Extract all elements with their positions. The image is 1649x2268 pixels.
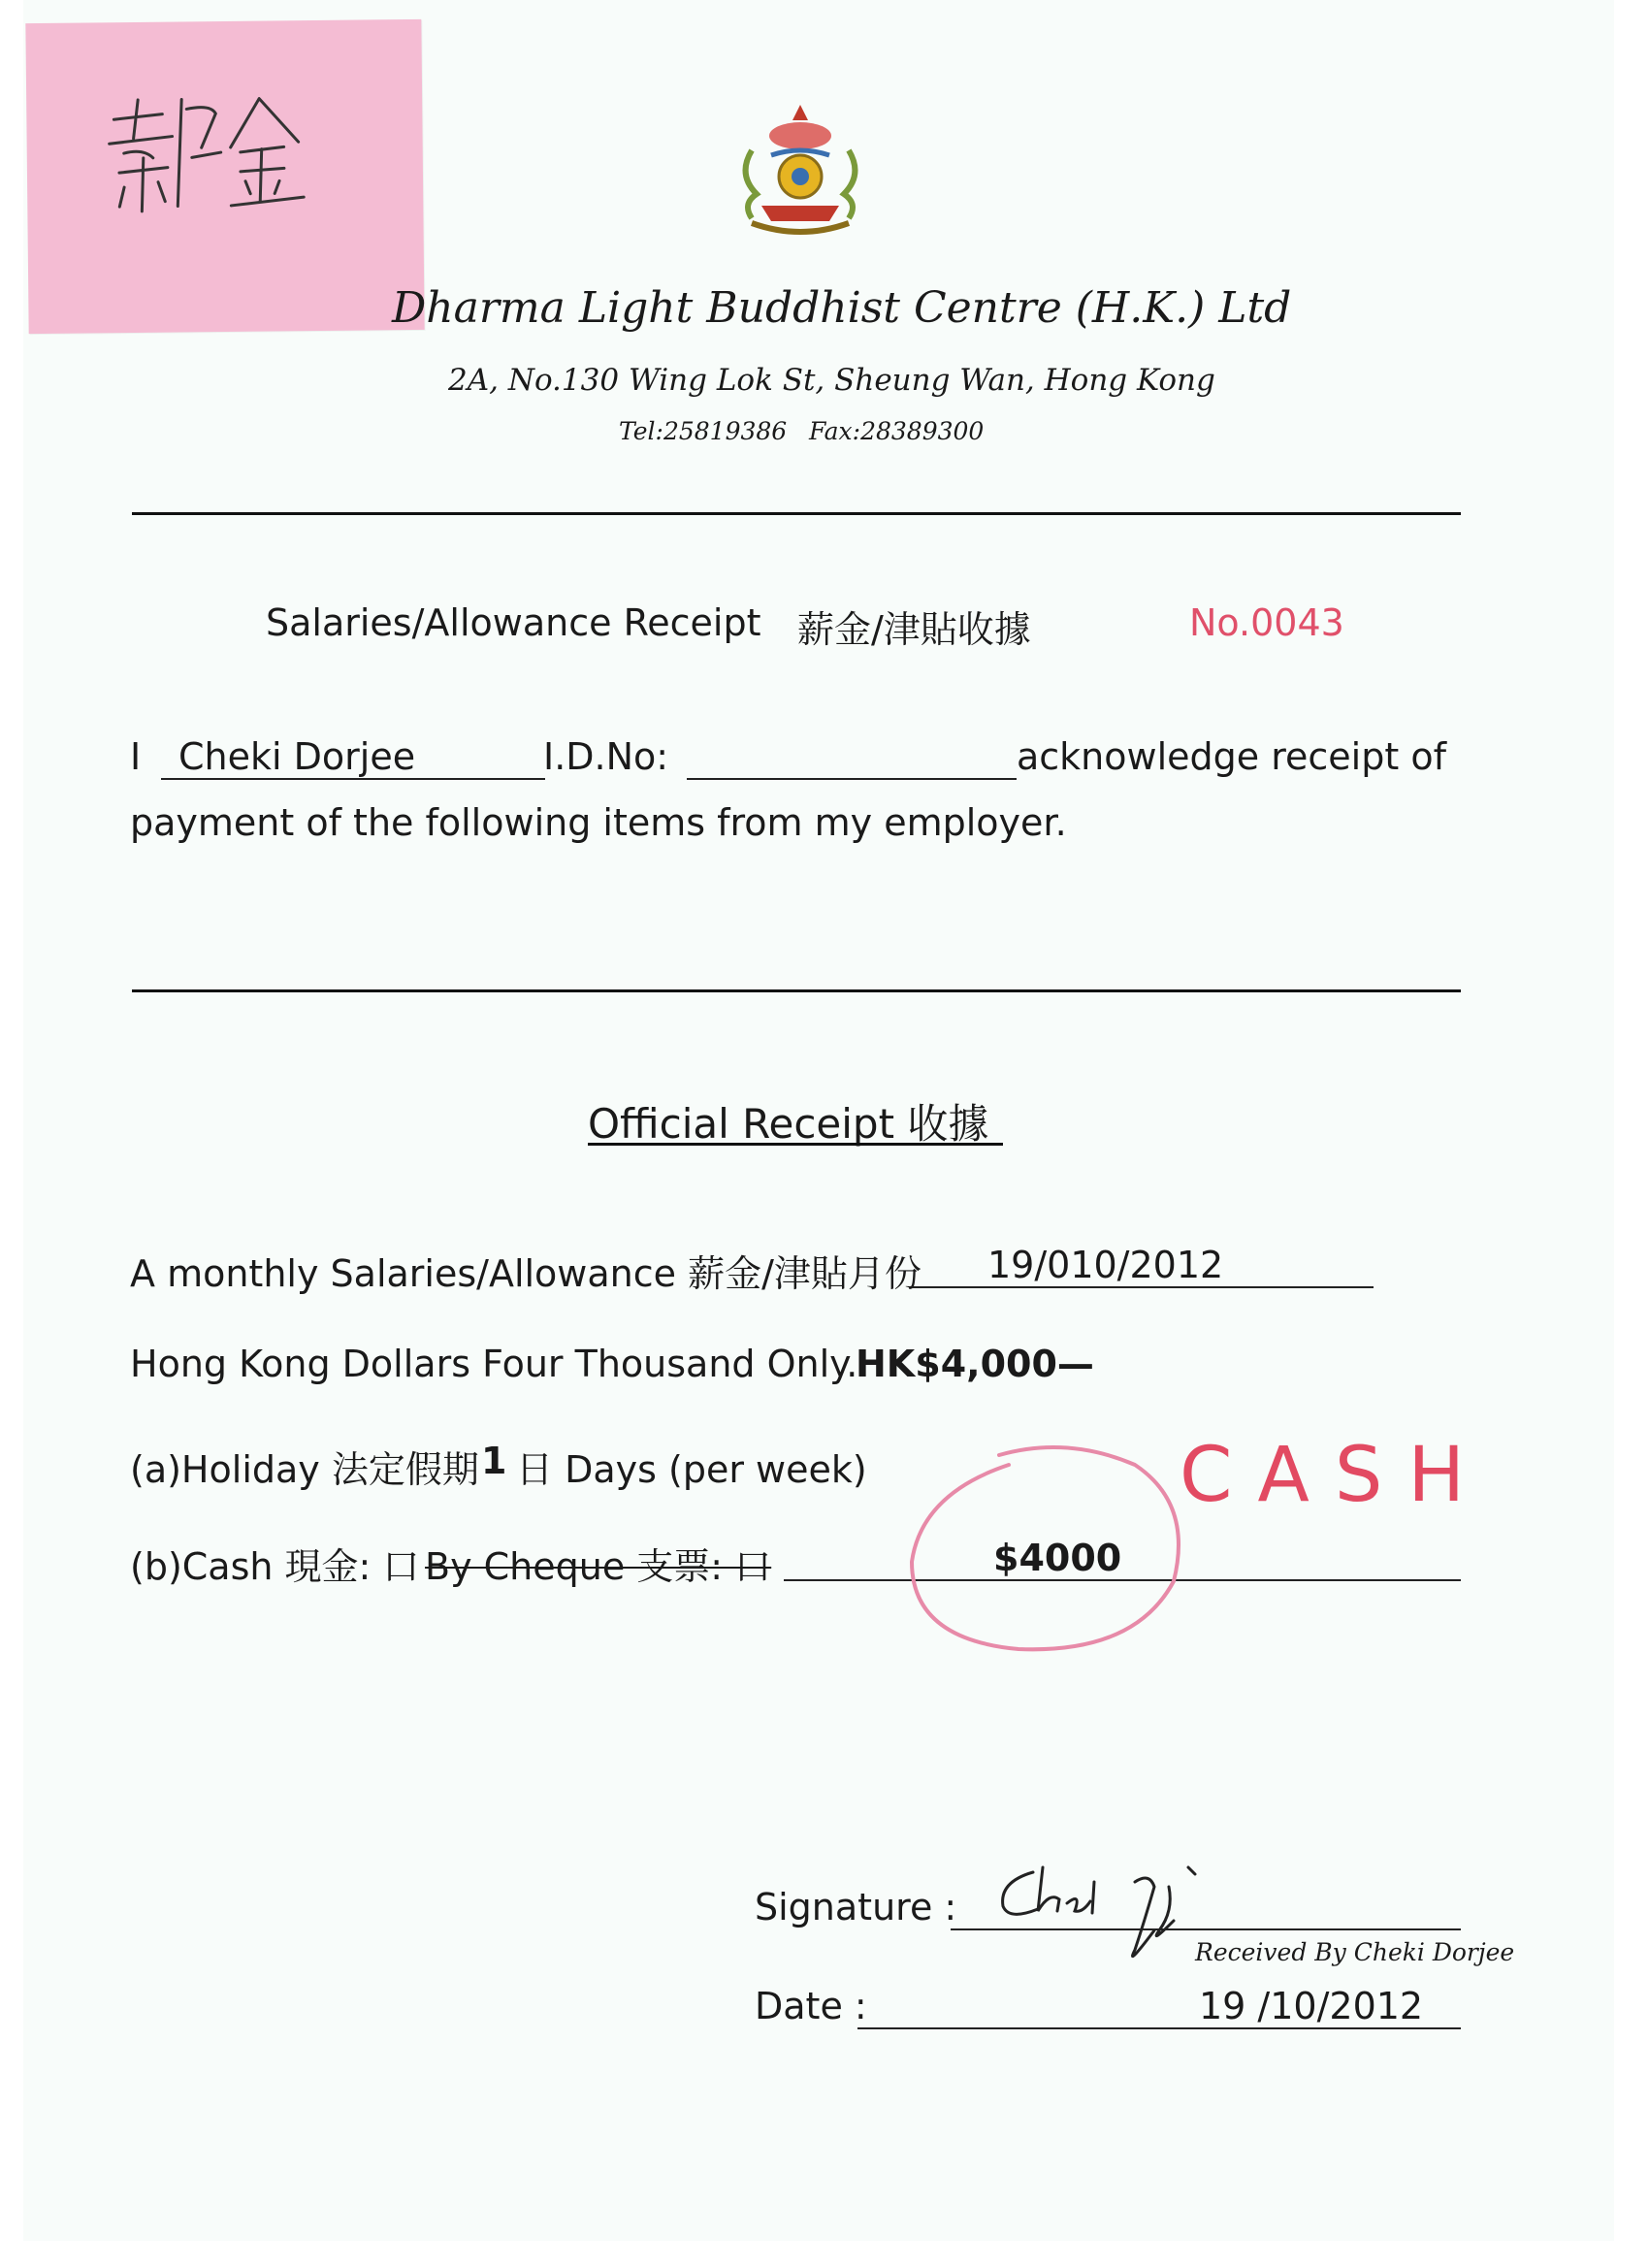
section-divider — [132, 989, 1461, 992]
date-label: Date : — [755, 1985, 867, 2027]
sticky-note — [25, 19, 424, 334]
date-line — [857, 2027, 1461, 2029]
payee-name: Cheki Dorjee — [178, 735, 416, 778]
monthly-value-line — [912, 1286, 1374, 1288]
ack-line2: payment of the following items from my employer. — [130, 801, 1067, 844]
holiday-suffix: 日 Days (per week) — [516, 1448, 867, 1491]
received-by: Received By Cheki Dorjee — [1195, 1938, 1515, 1966]
ack-suffix: acknowledge receipt of — [1017, 735, 1446, 778]
company-name: Dharma Light Buddhist Centre (H.K.) Ltd — [392, 283, 1292, 333]
cheque-label: By Cheque 支票: 口 — [425, 1545, 772, 1588]
sticky-note-handwriting — [94, 79, 348, 227]
header-divider — [132, 512, 1461, 515]
ack-prefix: I — [130, 735, 142, 778]
receipt-title-chinese: 薪金/津貼收據 — [797, 608, 1031, 651]
id-number-line — [687, 778, 1017, 780]
holiday-prefix: (a)Holiday 法定假期 — [130, 1448, 479, 1491]
official-receipt-title: Official Receipt 收據 — [588, 1100, 989, 1148]
company-address: 2A, No.130 Wing Lok St, Sheung Wan, Hong Kong — [448, 363, 1215, 398]
signature-label: Signature : — [755, 1886, 957, 1928]
cash-stamp: CASH — [1180, 1432, 1490, 1519]
payee-name-line — [161, 778, 545, 780]
cash-value: $4000 — [993, 1537, 1122, 1579]
monthly-value: 19/010/2012 — [987, 1244, 1224, 1286]
company-emblem-icon — [723, 97, 878, 243]
amount-figure: HK$4,000— — [856, 1343, 1094, 1385]
receipt-title: Salaries/Allowance Receipt — [266, 601, 761, 644]
date-value: 19 /10/2012 — [1199, 1985, 1424, 2027]
amount-circle-mark — [892, 1426, 1203, 1669]
holiday-count: 1 — [481, 1440, 507, 1482]
company-fax: Fax:28389300 — [809, 417, 985, 445]
amount-words: Hong Kong Dollars Four Thousand Only. — [130, 1343, 858, 1385]
cash-label: (b)Cash 現金: 口 — [130, 1545, 420, 1588]
receipt-number: No.0043 — [1189, 601, 1344, 644]
company-tel: Tel:25819386 — [619, 417, 788, 445]
official-receipt-underline — [588, 1143, 1003, 1146]
id-label: I.D.No: — [543, 735, 669, 778]
monthly-label: A monthly Salaries/Allowance 薪金/津貼月份 — [130, 1252, 922, 1295]
